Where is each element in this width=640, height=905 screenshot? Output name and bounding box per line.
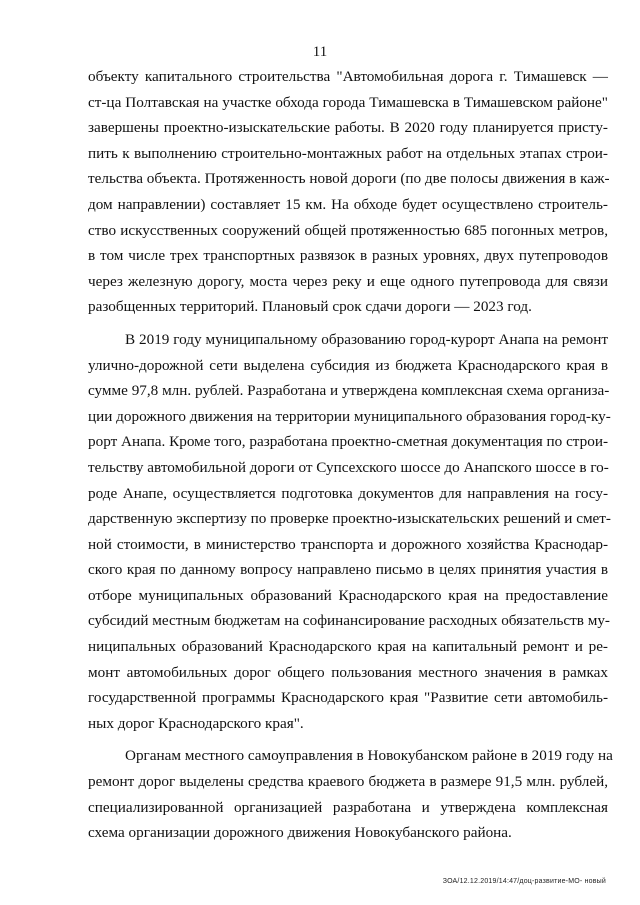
paragraph-line: ского края по данному вопросу направлено письмо в целях принятия участия в xyxy=(88,561,608,579)
paragraph-line: дарственную экспертизу по проверке проектно-изыскательских решений и смет- xyxy=(88,510,611,528)
paragraph-1 xyxy=(88,64,608,320)
paragraph-line: в том числе трех транспортных развязок в разных уровнях, двух путепроводов xyxy=(88,247,608,265)
body-text xyxy=(88,64,613,846)
paragraph-line: Органам местного самоуправления в Новокубанском районе в 2019 году на xyxy=(125,747,613,765)
paragraph-line: схема организации дорожного движения Новокубанского района. xyxy=(88,824,512,842)
paragraph-line: ных дорог Краснодарского края". xyxy=(88,714,304,732)
paragraph-line: специализированной организацией разработана и утверждена комплексная xyxy=(88,798,608,816)
paragraph-line: государственной программы Краснодарского края "Развитие сети автомобиль- xyxy=(88,689,608,707)
paragraph-2 xyxy=(88,327,611,737)
paragraph-line: тельству автомобильной дороги от Супсехского шоссе до Анапского шоссе в го- xyxy=(88,458,609,476)
paragraph-line: субсидий местным бюджетам на софинансирование расходных обязательств му- xyxy=(88,612,610,630)
paragraph-line: пить к выполнению строительно-монтажных работ на отдельных этапах строи- xyxy=(88,144,608,162)
paragraph-line: роде Анапе, осуществляется подготовка документов для направления на госу- xyxy=(88,484,608,502)
paragraph-line: ство искусственных сооружений общей протяженностью 685 погонных метров, xyxy=(88,221,608,239)
paragraph-line: монт автомобильных дорог общего пользования местного значения в рамках xyxy=(88,663,608,681)
paragraph-line: В 2019 году муниципальному образованию город-курорт Анапа на ремонт xyxy=(125,330,608,348)
paragraph-line: рорт Анапа. Кроме того, разработана проектно-сметная документация по строи- xyxy=(88,433,609,451)
paragraph-line: ст-ца Полтавская на участке обхода города Тимашевска в Тимашевском районе" xyxy=(88,93,608,111)
paragraph-line: завершены проектно-изыскательские работы. В 2020 году планируется присту- xyxy=(88,119,608,137)
paragraph-line: сумме 97,8 млн. рублей. Разработана и утверждена комплексная схема организа- xyxy=(88,382,610,400)
paragraph-line: через железную дорогу, моста через реку и еще одного путепровода для связи xyxy=(88,272,608,290)
paragraph-line: улично-дорожной сети выделена субсидия из бюджета Краснодарского края в xyxy=(88,356,608,374)
paragraph-line: отборе муниципальных образований Краснодарского края на предоставление xyxy=(88,586,608,604)
paragraph-line: объекту капитального строительства "Автомобильная дорога г. Тимашевск — xyxy=(88,68,608,85)
paragraph-line: ции дорожного движения на территории муниципального образования город-ку- xyxy=(88,407,611,425)
paragraph-line: ниципальных образований Краснодарского края на капитальный ремонт и ре- xyxy=(88,638,608,656)
paragraph-line: ной стоимости, в министерство транспорта и дорожного хозяйства Краснодар- xyxy=(88,535,608,553)
paragraph-line: разобщенных территорий. Плановый срок сдачи дороги — 2023 год. xyxy=(88,298,532,316)
paragraph-line: ремонт дорог выделены средства краевого бюджета в размере 91,5 млн. рублей, xyxy=(88,773,608,791)
paragraph-line: дом направлении) составляет 15 км. На обходе будет осуществлено строитель- xyxy=(88,195,608,213)
paragraph-3 xyxy=(88,743,613,845)
document-footer-code: ЗОА/12.12.2019/14:47/доц-развитие-МО- новый xyxy=(442,878,606,885)
page-number: 11 xyxy=(312,44,328,60)
paragraph-line: тельства объекта. Протяженность новой дороги (по две полосы движения в каж- xyxy=(88,170,610,188)
